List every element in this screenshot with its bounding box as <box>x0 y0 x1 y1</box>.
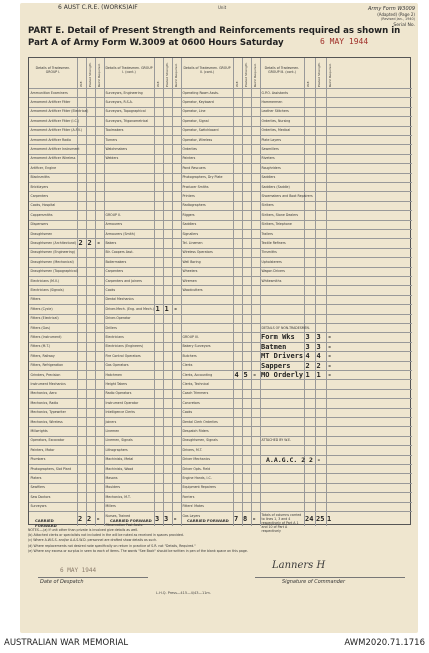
row-label: Draughtsmen (Topographical) <box>30 269 78 274</box>
we-value: 4 <box>234 371 239 379</box>
row-label: Painters <box>182 156 196 161</box>
column-header: Details of Tradesmen. GROUP I. (cont.) <box>105 66 153 74</box>
row-label: Concretors <box>182 400 200 405</box>
carried-reinf: - <box>252 515 257 523</box>
row-label: Armament Artificer Fitter (A.F.V.) <box>30 128 83 133</box>
row-label: Saddlers <box>261 175 276 180</box>
caption-left: AUSTRALIAN WAR MEMORIAL <box>4 638 129 648</box>
column-header: Details of Tradesmen. GROUP III. (cont.) <box>264 66 300 74</box>
row-label: Surveyors, R.S.A. <box>105 99 133 104</box>
sub-header: Posted Strength. <box>317 62 321 87</box>
row-label: Fitters <box>30 297 41 302</box>
title-line-1: PART E. Detail of Present Strength and Reinforcements required as shown in <box>28 26 401 36</box>
row-label: Strikers, Stone Dealers <box>261 212 299 217</box>
non-tradesman-posted: 4 <box>316 352 321 361</box>
note-line: (e) Where any excess or surplus in seen to each of items. The words "See Back" should be written in pen of the blank space on this page. <box>28 548 248 553</box>
note-line: (c) Where A.W.S.S. and/or A.A.S.W.D. personnel are drafted show details as such. <box>28 538 158 543</box>
row-label: Fitters (Gas) <box>30 325 51 330</box>
row-label: G.P.O. Assistants <box>261 90 289 95</box>
non-tradesman-reinf: - <box>327 361 332 370</box>
row-label: Woodcutters <box>182 287 203 292</box>
row-label: Signallers <box>182 231 199 236</box>
row-label: Blr. Coopers Asst. <box>105 250 134 255</box>
row-label: Fitters (Cycle) <box>30 306 53 311</box>
carried-reinf: - <box>173 515 178 523</box>
sub-header: Reinf. Required. <box>328 63 332 87</box>
non-tradesman-we: 3 <box>305 342 310 351</box>
row-label: Draughtsmen, Signals <box>182 438 218 443</box>
carried-we: 7 <box>234 515 239 523</box>
column-divider <box>163 58 164 526</box>
row-label: Upholsterers <box>261 259 282 264</box>
column-header: Details of Tradesmen. GROUP II. (cont.) <box>183 66 231 74</box>
attached-entry: A.A.G.C. 2 2 - <box>266 455 321 464</box>
row-label: Machinists, Metal <box>105 457 134 462</box>
row-label: Clerks, Accounting <box>182 372 213 377</box>
row-label: Instrument Mechanics <box>30 381 66 386</box>
row-label: Gas Layers <box>182 513 201 518</box>
row-label: GROUP II. <box>105 212 121 217</box>
row-label: Boilermakers <box>105 259 127 264</box>
row-label: Roughriders <box>261 165 281 170</box>
row-label: Photographers, Slot Plant <box>30 466 72 471</box>
row-label: Lithographers <box>105 447 128 452</box>
row-label: Moulders <box>105 485 121 490</box>
carried-posted: 2 <box>87 515 92 523</box>
row-label: Bricklayers <box>30 184 49 189</box>
row-label: Millwrights <box>30 428 48 433</box>
row-label: Armament Artificer Fitter <box>30 99 71 104</box>
row-label: Cooks <box>182 410 193 415</box>
carried-reinf: - <box>96 515 101 523</box>
sub-header: Reinf. Required. <box>97 63 101 87</box>
non-tradesman-we: 4 <box>305 352 310 361</box>
row-label: Mechanics, Typewriter <box>30 410 66 415</box>
date-of-despatch-label: Date of Despatch <box>40 579 84 585</box>
carried-forward-label: CARRIED FORWARD <box>110 518 152 523</box>
row-label: Mechanics, Radio <box>30 400 59 405</box>
reinf-value: - <box>173 305 178 314</box>
carried-reinf: 1 <box>327 515 332 523</box>
sub-header: Posted Strength. <box>244 62 248 87</box>
row-label: Mechanics, Aero <box>30 391 57 396</box>
row-label: Radiographers <box>182 203 206 208</box>
row-label: Turners <box>105 137 118 142</box>
row-label: Millers <box>105 504 116 509</box>
column-divider <box>154 58 155 526</box>
row-label: Mechanics, Wireless <box>30 419 63 424</box>
row-label: Coach Trimmers <box>182 391 209 396</box>
title-line-2: Part A of Army Form W.3009 at 0600 Hours Saturday <box>28 38 284 48</box>
row-label: Operator, Switchboard <box>182 128 219 133</box>
non-tradesman-reinf: - <box>327 333 332 342</box>
posted-value: 5 <box>243 371 248 379</box>
reinf-value: - <box>96 239 101 248</box>
row-label: Operators, Excavator <box>30 438 65 443</box>
row-label: Fitters (M.T.) <box>30 344 51 349</box>
row-label: Operator, Wireless <box>182 137 213 142</box>
row-label: Sawmillers <box>261 146 279 151</box>
carried-forward-label: CARRIED FORWARD <box>35 518 57 528</box>
row-label: Riveters <box>261 156 275 161</box>
row-label: Producer Smiths <box>182 184 209 189</box>
row-label: Armament Artificer Fitter (I.C.) <box>30 118 79 123</box>
row-label: Tinsmiths <box>261 250 277 255</box>
row-label: Nurses, Trained <box>105 513 131 518</box>
row-label: Artificer, Engine <box>30 165 57 170</box>
signature-of-commander-label: Signature of Commander <box>282 579 346 585</box>
row-label: Despatch Riders <box>182 428 209 433</box>
carried-posted: 8 <box>243 515 248 523</box>
row-label: Bakery Surveyors <box>182 344 211 349</box>
serial-label: Serial No. <box>393 23 415 28</box>
row-label: Plate Layers <box>261 137 282 142</box>
signature-line <box>255 577 405 578</box>
posted-value: 2 <box>87 239 92 248</box>
row-label: Linemen, Signals <box>105 438 133 443</box>
row-label: Platers <box>30 475 42 480</box>
row-label: Bakers <box>105 240 117 245</box>
row-label: Surveyors <box>30 504 47 509</box>
row-label: Butchers <box>182 353 197 358</box>
row-label: Driver Opts. Field <box>182 466 211 471</box>
row-label: Dental Mechanics <box>105 297 134 302</box>
row-label: Drivers, M.T. <box>182 447 203 452</box>
row-label: Surveyors, Engineering <box>105 90 143 95</box>
row-label: Carpenters <box>30 193 49 198</box>
row-label: Fitters, Refrigeration <box>30 363 64 368</box>
unit-label: Unit <box>218 5 227 10</box>
row-label: Operating Room Assts. <box>182 90 219 95</box>
row-label: Gas Operators <box>105 363 129 368</box>
sub-header: W.E. <box>156 80 160 87</box>
column-divider <box>233 58 234 526</box>
row-label: Wireless Operators <box>182 250 213 255</box>
non-tradesman-posted: 3 <box>316 342 321 351</box>
row-label: Textile Refiners <box>261 240 286 245</box>
row-label: ATTACHED BY W.E. <box>261 438 292 443</box>
row-label: Machinists, Wood <box>105 466 134 471</box>
caption-right: AWM2020.71.1716 <box>344 638 425 648</box>
we-value: 1 <box>155 305 160 314</box>
row-label: Draughtsmen <box>30 231 53 236</box>
row-label: Painters, Motor <box>30 447 55 452</box>
row-label: Wheelers <box>182 269 198 274</box>
row-label: Carpenters <box>105 269 124 274</box>
row-label: Joiners <box>105 419 117 424</box>
form-reference-adapted: (Adapted) (Page 2) <box>377 12 415 17</box>
row-label: Sawfilers <box>30 485 45 490</box>
non-tradesman-label: MT Drivers <box>261 352 304 361</box>
note-line: (d) Where replacements not desired note specifically on return in practice of S.R. not "Details, Required." <box>28 543 196 548</box>
row-label: Pond Rescuers <box>182 165 206 170</box>
sub-header: W.E. <box>235 80 239 87</box>
row-label: Radio Operators <box>105 391 132 396</box>
sub-header: Reinf. Required. <box>174 63 178 87</box>
row-label: Orderlies, Nursing <box>261 118 291 123</box>
non-tradesman-reinf: - <box>327 371 332 379</box>
row-label: Carpenters and Joiners <box>105 278 142 283</box>
row-label: Cooks <box>105 287 116 292</box>
row-label: Dispensers <box>30 222 49 227</box>
row-label: Electricians (Engineers) <box>105 344 144 349</box>
row-label: Grinders, Precision <box>30 372 61 377</box>
non-tradesman-we: 3 <box>305 333 310 342</box>
row-label: Saddlers (Saddle) <box>261 184 290 189</box>
row-label: Fitters' Mates <box>182 504 204 509</box>
row-label: Well Boring <box>182 259 201 264</box>
row-label: Draughtsmen (Engineering) <box>30 250 75 255</box>
row-label: Operator, Keyboard <box>182 99 214 104</box>
row-label: Observation Post Assts. <box>105 522 144 527</box>
despatch-date-stamp: 6 MAY 1944 <box>60 567 97 574</box>
row-label: Shoemakers and Boot Repairers <box>261 193 313 198</box>
row-label: Tel. Linemen <box>182 240 203 245</box>
carried-we: 2 <box>78 515 83 523</box>
carried-we: 24 <box>305 515 314 523</box>
row-label: Driver Mechanics <box>182 457 211 462</box>
row-label: Saw Doctors <box>30 494 51 499</box>
row-label: Orderlies, Medical <box>261 128 291 133</box>
print-line: L.H.Q. Press—415—4/43—11m. <box>156 591 211 595</box>
non-tradesman-posted: 1 <box>316 371 321 379</box>
row-label: Electricians <box>105 334 124 339</box>
form-reference-revised: (Revised Jan., 1940) <box>380 17 415 21</box>
row-label: Driver-Operator <box>105 316 131 321</box>
row-label: Farriers <box>182 494 195 499</box>
totals-note: Totals of columns carried to lines 1, 3 and 4 respectively of Part A 1 and 10 of Part A respectively <box>261 513 302 533</box>
row-label: Drillers <box>105 325 117 330</box>
note-line: NOTES.—(a) If unit other than private is involved give details as well. <box>28 528 139 532</box>
row-label: Surveyors, Trigonometrical <box>105 118 149 123</box>
row-label: Welders <box>105 156 119 161</box>
column-divider <box>242 58 243 526</box>
row-label: Intelligence Clerks <box>105 410 135 415</box>
row-label: Coppersmiths <box>30 212 53 217</box>
row-label: Fitters (Instrument) <box>30 334 62 339</box>
row-label: Fire Control Operators <box>105 353 141 358</box>
row-label: Instrument Operator <box>105 400 139 405</box>
row-label: Fitters, Railway <box>30 353 55 358</box>
row-label: Strikers <box>261 203 274 208</box>
column-header: Details of Tradesmen. GROUP I. <box>35 66 71 74</box>
row-label: Height Takers <box>105 381 128 386</box>
reinf-value: - <box>252 371 257 379</box>
row-label: Trailers <box>261 231 273 236</box>
sub-header: W.E. <box>79 80 83 87</box>
date-line <box>38 577 148 578</box>
sub-header: Posted Strength. <box>165 62 169 87</box>
non-tradesman-we: 2 <box>305 361 310 370</box>
non-tradesman-label: Form Wks <box>261 333 295 342</box>
row-label: Masons <box>105 475 118 480</box>
row-label: Wagon Drivers <box>261 269 285 274</box>
row-label: Wiremen <box>182 278 197 283</box>
row-label: Armourers <box>105 222 123 227</box>
notes-block <box>28 528 248 554</box>
row-label: Ammunition Examiners <box>30 90 68 95</box>
non-tradesman-posted: 2 <box>316 361 321 370</box>
non-tradesman-label: Batmen <box>261 342 287 351</box>
non-tradesman-posted: 3 <box>316 333 321 342</box>
form-reference: Army Form W3009 <box>367 6 415 12</box>
non-tradesman-label: MO Orderly <box>261 371 304 379</box>
row-label: Electricians (M.V.) <box>30 278 59 283</box>
row-label: Armament Artificer Fitter (Electrical) <box>30 109 89 114</box>
row-label: Saddlers <box>182 222 197 227</box>
carried-posted: 3 <box>164 515 169 523</box>
row-label: Clerks <box>182 363 193 368</box>
row-label: Strikers, Telephone <box>261 222 292 227</box>
non-tradesman-reinf: - <box>327 342 332 351</box>
row-label: Blacksmiths <box>30 175 50 180</box>
date-stamp: 6 MAY 1944 <box>320 37 369 46</box>
row-label: Armament Artificer Wireless <box>30 156 76 161</box>
row-label: Surveyors, Topographical <box>105 109 146 114</box>
row-label: Operator, Signal <box>182 118 209 123</box>
row-label: Draughtsmen (Mechanical) <box>30 259 74 264</box>
row-label: Leather Stitchers <box>261 109 289 114</box>
row-label: Fitters (Electrical) <box>30 316 59 321</box>
row-label: Watchmakers <box>105 146 128 151</box>
carried-we: 3 <box>155 515 160 523</box>
we-value: 2 <box>78 239 83 248</box>
unit-line: 6 AUST C.R.E. (WORKS)AIF <box>58 4 138 11</box>
row-label: Electricians (Signals) <box>30 287 64 292</box>
row-label: Cooks, Hospital <box>30 203 56 208</box>
row-label: Hammermen <box>261 99 283 104</box>
row-label: Armament Artificer Radio <box>30 137 71 142</box>
carried-posted: 25 <box>316 515 325 523</box>
row-label: Orderlies <box>182 146 197 151</box>
column-divider <box>172 58 173 526</box>
row-label: Dental Clerk Orderlies <box>182 419 218 424</box>
row-label: Armament Artificer Instrument <box>30 146 80 151</box>
carried-forward-label: CARRIED FORWARD <box>187 518 229 523</box>
row-label: Operator, Line <box>182 109 206 114</box>
row-label: Linemen <box>105 428 120 433</box>
note-line: (b) Attached clerks or specialists not included in the will be noted as received in spaces provided. <box>28 533 184 538</box>
row-label: Plumbers <box>30 457 46 462</box>
row-label: Whitesmiths <box>261 278 282 283</box>
row-label: Printers <box>182 193 195 198</box>
non-tradesman-reinf: - <box>327 352 332 361</box>
row-label: DETAILS OF NON-TRADESMEN. <box>261 325 310 330</box>
row-label: Draughtsmen (Architectural) <box>30 240 77 245</box>
row-label: Equipment Repairers <box>182 485 216 490</box>
row-label: GROUP III. <box>182 334 199 339</box>
non-tradesman-we: 1 <box>305 371 310 379</box>
row-label: Driver-Mech. (Eng. and Mech.) <box>105 306 154 311</box>
sub-header: Reinf. Required. <box>253 63 257 87</box>
sub-header: W.E. <box>306 80 310 87</box>
row-label: Mechanics, M.T. <box>105 494 131 499</box>
row-label: Riggers <box>182 212 195 217</box>
column-divider <box>251 58 252 526</box>
non-tradesman-label: Sappers <box>261 361 291 370</box>
row-label: Clerks, Technical <box>182 381 210 386</box>
sub-header: Posted Strength. <box>88 62 92 87</box>
commander-signature: Lanners H <box>272 560 326 571</box>
row-label: Photographers, Dry Plate <box>182 175 223 180</box>
column-divider <box>95 58 96 526</box>
row-label: Armourers (Smith) <box>105 231 135 236</box>
row-label: Engine Hands, I.C. <box>182 475 212 480</box>
posted-value: 1 <box>164 305 169 314</box>
column-divider <box>86 58 87 526</box>
row-label: Hatchmen <box>105 372 122 377</box>
row-label: Toolmakers <box>105 128 124 133</box>
